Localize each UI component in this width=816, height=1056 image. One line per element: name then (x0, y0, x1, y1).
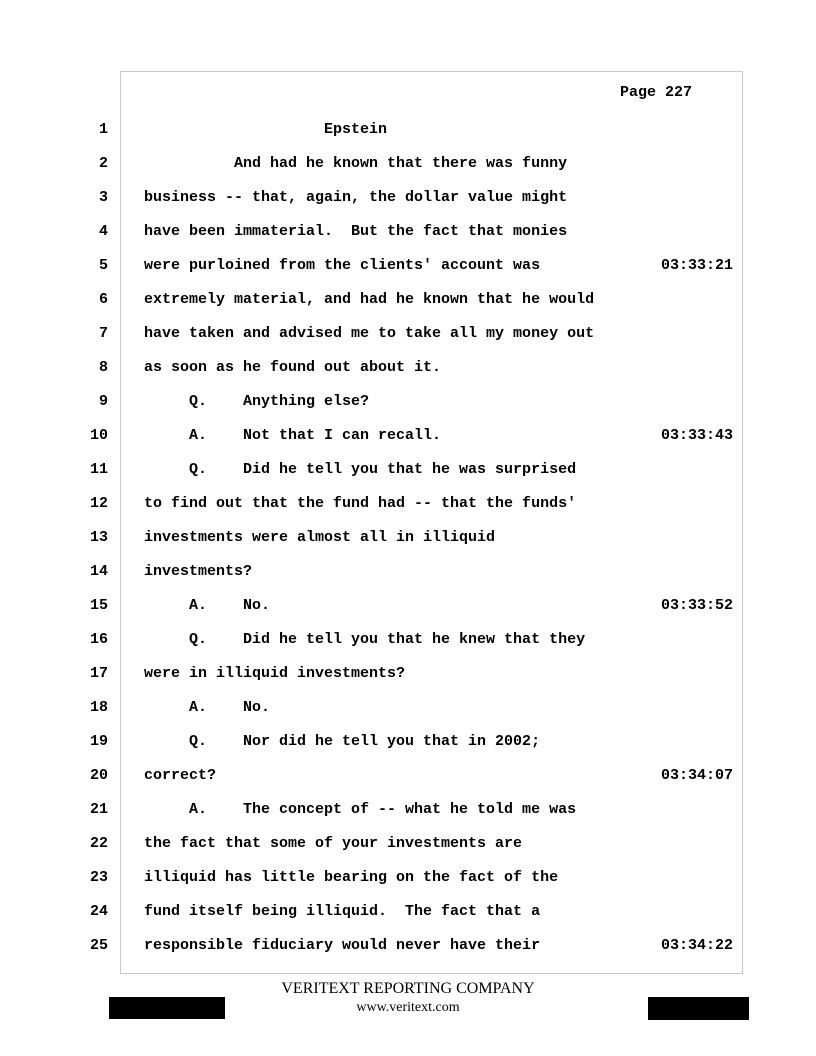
line-text: to find out that the fund had -- that the funds' (144, 495, 577, 512)
line-text: as soon as he found out about it. (144, 359, 442, 376)
line-number: 1 (98, 121, 108, 138)
line-number: 21 (89, 801, 108, 818)
transcript-line (0, 113, 816, 147)
line-text: Epstein (144, 121, 388, 138)
page-number: Page 227 (620, 84, 693, 101)
transcript-line (0, 249, 816, 283)
transcript-line (0, 759, 816, 793)
line-text: responsible fiduciary would never have their (144, 937, 541, 954)
line-number: 8 (98, 359, 108, 376)
line-number: 14 (89, 563, 108, 580)
line-text: illiquid has little bearing on the fact of the (144, 869, 559, 886)
timestamp: 03:33:21 (661, 257, 734, 274)
transcript-line (0, 861, 816, 895)
transcript-line (0, 351, 816, 385)
line-text: A. The concept of -- what he told me was (144, 801, 577, 818)
line-number: 12 (89, 495, 108, 512)
line-number: 2 (98, 155, 108, 172)
redaction-block-right (648, 997, 749, 1020)
line-number: 15 (89, 597, 108, 614)
line-text: A. No. (144, 597, 271, 614)
transcript-line (0, 623, 816, 657)
line-text: And had he known that there was funny (144, 155, 568, 172)
line-number: 18 (89, 699, 108, 716)
transcript-line (0, 419, 816, 453)
line-number: 24 (89, 903, 108, 920)
line-text: Q. Did he tell you that he was surprised (144, 461, 577, 478)
footer-url: www.veritext.com (356, 1000, 460, 1015)
line-text: Q. Anything else? (144, 393, 370, 410)
line-text: A. No. (144, 699, 271, 716)
line-text: extremely material, and had he known that he would (144, 291, 595, 308)
timestamp: 03:34:07 (661, 767, 734, 784)
transcript-line (0, 589, 816, 623)
line-text: were purloined from the clients' account was (144, 257, 541, 274)
line-number: 11 (89, 461, 108, 478)
line-text: investments were almost all in illiquid (144, 529, 496, 546)
line-number: 13 (89, 529, 108, 546)
line-number: 3 (98, 189, 108, 206)
line-text: Q. Did he tell you that he knew that they (144, 631, 586, 648)
transcript-line (0, 521, 816, 555)
transcript-line (0, 725, 816, 759)
transcript-line (0, 283, 816, 317)
line-text: A. Not that I can recall. (144, 427, 442, 444)
line-number: 20 (89, 767, 108, 784)
timestamp: 03:33:43 (661, 427, 734, 444)
line-text: were in illiquid investments? (144, 665, 406, 682)
transcript-line (0, 929, 816, 963)
line-number: 19 (89, 733, 108, 750)
line-number: 17 (89, 665, 108, 682)
transcript-line (0, 453, 816, 487)
transcript-line (0, 487, 816, 521)
line-number: 4 (98, 223, 108, 240)
line-text: Q. Nor did he tell you that in 2002; (144, 733, 541, 750)
line-number: 7 (98, 325, 108, 342)
line-number: 23 (89, 869, 108, 886)
transcript-line (0, 657, 816, 691)
line-text: have taken and advised me to take all my money out (144, 325, 595, 342)
timestamp: 03:34:22 (661, 937, 734, 954)
transcript-line (0, 555, 816, 589)
line-number: 25 (89, 937, 108, 954)
line-number: 10 (89, 427, 108, 444)
line-number: 16 (89, 631, 108, 648)
line-number: 5 (98, 257, 108, 274)
transcript-line (0, 317, 816, 351)
transcript-line (0, 895, 816, 929)
line-text: investments? (144, 563, 253, 580)
transcript-line (0, 215, 816, 249)
transcript-line (0, 181, 816, 215)
transcript-lines (0, 113, 816, 963)
redaction-block-left (109, 997, 225, 1019)
transcript-line (0, 385, 816, 419)
transcript-line (0, 793, 816, 827)
transcript-line (0, 147, 816, 181)
footer-company-name: VERITEXT REPORTING COMPANY (281, 980, 535, 997)
line-number: 22 (89, 835, 108, 852)
line-number: 9 (98, 393, 108, 410)
line-number: 6 (98, 291, 108, 308)
timestamp: 03:33:52 (661, 597, 734, 614)
line-text: business -- that, again, the dollar value might (144, 189, 568, 206)
line-text: correct? (144, 767, 217, 784)
line-text: the fact that some of your investments are (144, 835, 523, 852)
transcript-line (0, 827, 816, 861)
line-text: fund itself being illiquid. The fact that a (144, 903, 541, 920)
transcript-line (0, 691, 816, 725)
line-text: have been immaterial. But the fact that monies (144, 223, 568, 240)
